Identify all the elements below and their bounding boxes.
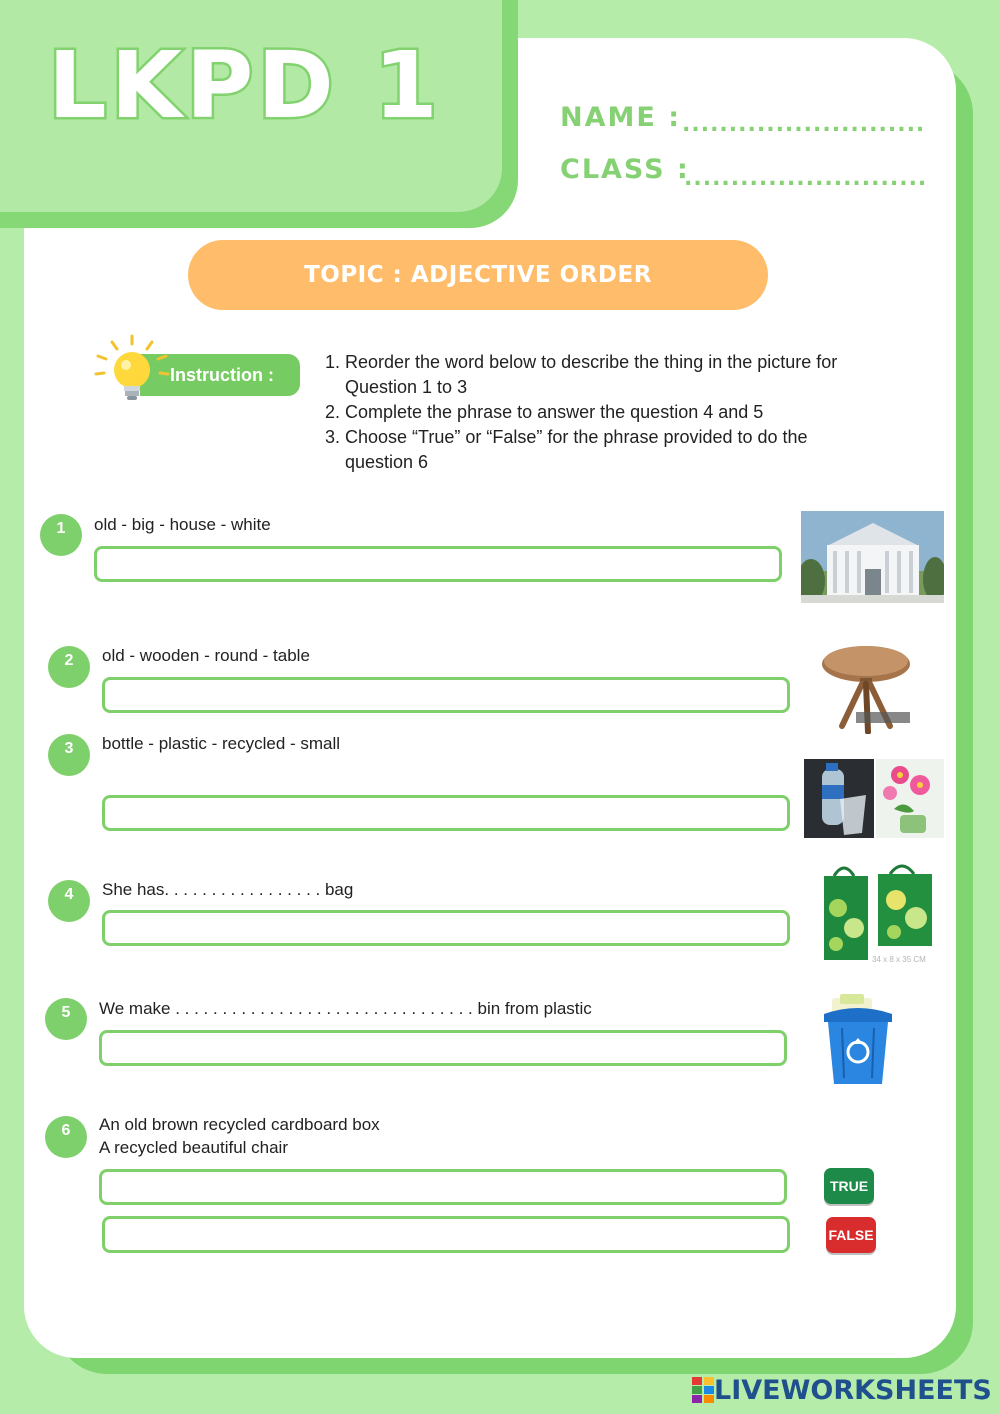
answer-box-4[interactable] bbox=[102, 910, 790, 946]
liveworksheets-mark-icon bbox=[692, 1377, 714, 1403]
worksheet-title: LKPD 1 bbox=[48, 32, 442, 139]
shopping-bags-image bbox=[820, 858, 938, 966]
lightbulb-icon bbox=[92, 334, 172, 404]
instruction-item: 2. Complete the phrase to answer the question 4 and 5 bbox=[325, 402, 764, 422]
title-box bbox=[0, 0, 502, 212]
class-dots: .......................... bbox=[684, 166, 928, 191]
question-6-line1: An old brown recycled cardboard box bbox=[99, 1115, 380, 1134]
bag-size-caption: 34 x 8 x 35 CM bbox=[872, 955, 926, 964]
false-button[interactable]: FALSE bbox=[826, 1217, 876, 1253]
question-2-text: old - wooden - round - table bbox=[102, 646, 310, 665]
answer-box-6a[interactable] bbox=[99, 1169, 787, 1205]
plastic-bottle-craft-image bbox=[804, 759, 944, 838]
question-number-6: 6 bbox=[45, 1116, 87, 1158]
question-number-1: 1 bbox=[40, 514, 82, 556]
instruction-list bbox=[325, 350, 865, 475]
answer-box-1[interactable] bbox=[94, 546, 782, 582]
answer-box-2[interactable] bbox=[102, 677, 790, 713]
answer-box-3[interactable] bbox=[102, 795, 790, 831]
name-label: NAME : bbox=[560, 102, 682, 133]
topic-banner: TOPIC : ADJECTIVE ORDER bbox=[188, 240, 768, 310]
name-dots: .......................... bbox=[682, 112, 926, 137]
recycle-bin-icon bbox=[820, 992, 896, 1088]
question-number-4: 4 bbox=[48, 880, 90, 922]
question-4-text: She has. . . . . . . . . . . . . . . . . bag bbox=[102, 880, 354, 899]
answer-box-6b[interactable] bbox=[102, 1216, 790, 1253]
instruction-item: 3. Choose “True” or “False” for the phrase provided to do the question 6 bbox=[325, 427, 808, 472]
question-3-text: bottle - plastic - recycled - small bbox=[102, 734, 341, 753]
question-number-3: 3 bbox=[48, 734, 90, 776]
true-button[interactable]: TRUE bbox=[824, 1168, 874, 1204]
question-1-text: old - big - house - white bbox=[94, 515, 271, 534]
question-5-text: We make . . . . . . . . . . . . . . . . . . . . . . . . . . . . . . . . bin from plastic bbox=[99, 999, 592, 1018]
instruction-item: 1. Reorder the word below to describe the thing in the picture for Question 1 to 3 bbox=[325, 352, 838, 397]
question-number-2: 2 bbox=[48, 646, 90, 688]
brand-name: LIVEWORKSHEETS bbox=[714, 1374, 992, 1406]
instruction-label: Instruction : bbox=[170, 364, 274, 385]
question-6-line2: A recycled beautiful chair bbox=[99, 1138, 288, 1157]
question-number-5: 5 bbox=[45, 998, 87, 1040]
class-label: CLASS : bbox=[560, 154, 690, 185]
white-house-image bbox=[801, 511, 944, 603]
liveworksheets-logo bbox=[692, 1374, 992, 1406]
wooden-table-image bbox=[820, 642, 914, 734]
answer-box-5[interactable] bbox=[99, 1030, 787, 1066]
